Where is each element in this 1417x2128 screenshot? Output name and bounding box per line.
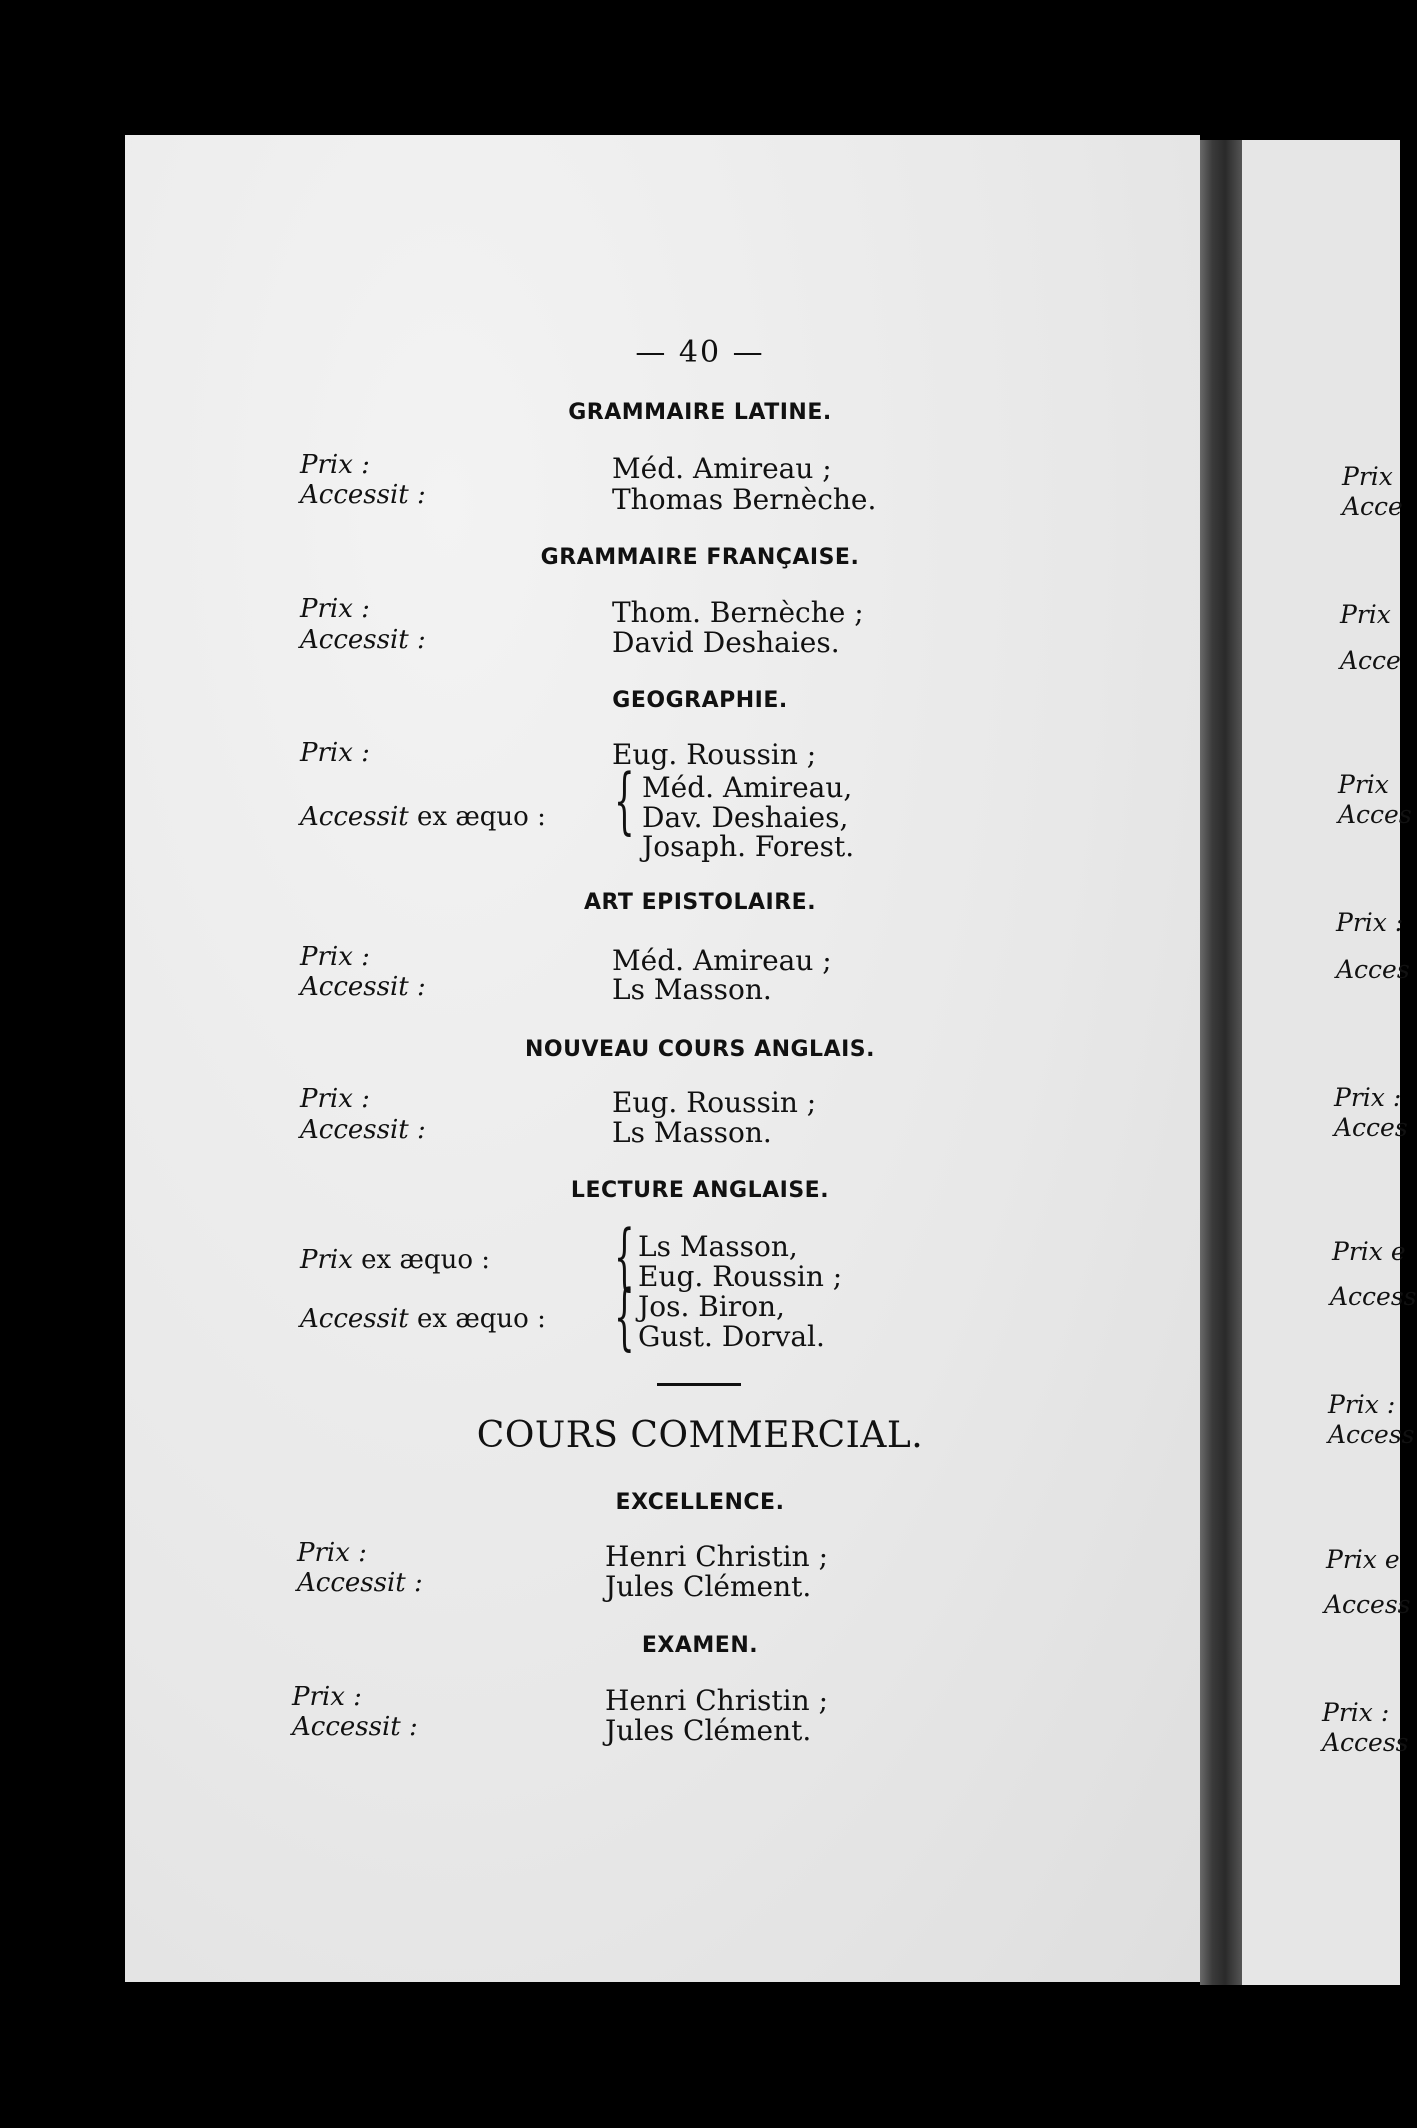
facing-label: Acces (1338, 800, 1412, 829)
section-title-grammaire-latine: GRAMMAIRE LATINE. (568, 400, 832, 425)
accessit-winner: Thomas Bernèche. (612, 483, 877, 516)
prix-winner: Méd. Amireau ; (612, 944, 832, 977)
accessit-word: Accessit (300, 1304, 409, 1334)
divider-rule (657, 1383, 741, 1386)
brace: { (614, 1274, 635, 1358)
accessit-winner: Méd. Amireau, (642, 771, 853, 804)
prix-label (300, 1245, 490, 1275)
accessit-label: Accessit : (300, 480, 426, 510)
facing-label: Prix e (1326, 1545, 1400, 1574)
facing-label: Prix (1338, 770, 1389, 799)
accessit-winner: Gust. Dorval. (638, 1320, 825, 1353)
prix-winner: Eug. Roussin ; (612, 738, 817, 771)
ex-aequo-text: ex æquo : (352, 1245, 490, 1275)
accessit-winner: Jules Clément. (605, 1570, 812, 1603)
facing-label: Prix (1340, 600, 1391, 629)
prix-word: Prix (300, 1245, 353, 1275)
facing-label: Prix : (1328, 1390, 1396, 1419)
prix-winner: Ls Masson, (638, 1230, 798, 1263)
section-title-excellence: EXCELLENCE. (615, 1490, 785, 1515)
prix-label: Prix : (300, 450, 370, 480)
facing-label: Prix : (1336, 908, 1404, 937)
accessit-winner: Dav. Deshaies, (642, 801, 849, 834)
prix-winner: Thom. Bernèche ; (612, 596, 864, 629)
facing-label: Acces (1336, 955, 1410, 984)
accessit-label: Accessit : (300, 1115, 426, 1145)
prix-label: Prix : (292, 1682, 362, 1712)
prix-label: Prix : (300, 942, 370, 972)
facing-label: Prix : (1334, 1083, 1402, 1112)
section-title-nouveau-cours-anglais: NOUVEAU COURS ANGLAIS. (525, 1037, 875, 1062)
section-title-art-epistolaire: ART EPISTOLAIRE. (583, 890, 817, 915)
accessit-winner: Josaph. Forest. (642, 830, 855, 863)
prix-label: Prix : (297, 1538, 367, 1568)
facing-label: Prix : (1322, 1698, 1390, 1727)
prix-label: Prix : (300, 738, 370, 768)
accessit-label: Accessit : (292, 1712, 418, 1742)
accessit-winner: Ls Masson. (612, 973, 772, 1006)
section-title-lecture-anglaise: LECTURE ANGLAISE. (570, 1178, 830, 1203)
facing-label: Acce (1342, 492, 1403, 521)
facing-label: Access (1328, 1420, 1415, 1449)
accessit-label: Accessit : (300, 625, 426, 655)
brace: { (614, 758, 635, 842)
prix-winner: Eug. Roussin ; (612, 1086, 817, 1119)
page-number: — 40 — (635, 335, 765, 370)
accessit-winner: Jos. Biron, (638, 1290, 785, 1323)
section-title-geographie: GEOGRAPHIE. (612, 688, 788, 713)
prix-label: Prix : (300, 594, 370, 624)
accessit-label: Accessit : (300, 972, 426, 1002)
prix-label: Prix : (300, 1084, 370, 1114)
accessit-winner: David Deshaies. (612, 626, 840, 659)
accessit-word: Accessit (300, 802, 409, 832)
brace: { (614, 1214, 635, 1298)
accessit-label (300, 1304, 546, 1334)
facing-label: Prix (1342, 462, 1393, 491)
facing-label: Acces (1334, 1113, 1408, 1142)
accessit-winner: Ls Masson. (612, 1116, 772, 1149)
facing-label: Access (1330, 1282, 1417, 1311)
prix-winner: Eug. Roussin ; (638, 1260, 843, 1293)
facing-label: Acce (1340, 646, 1401, 675)
facing-label: Access (1324, 1590, 1411, 1619)
prix-winner: Henri Christin ; (605, 1540, 829, 1573)
prix-winner: Méd. Amireau ; (612, 452, 832, 485)
ex-aequo-text: ex æquo : (408, 1304, 546, 1334)
section-title-examen: EXAMEN. (641, 1633, 759, 1658)
facing-label: Access (1322, 1728, 1409, 1757)
accessit-label (300, 802, 546, 832)
prix-winner: Henri Christin ; (605, 1684, 829, 1717)
heading-cours-commercial: COURS COMMERCIAL. (476, 1415, 924, 1456)
facing-label: Prix e (1332, 1237, 1406, 1266)
section-title-grammaire-francaise: GRAMMAIRE FRANÇAISE. (540, 545, 860, 570)
accessit-label: Accessit : (297, 1568, 423, 1598)
accessit-winner: Jules Clément. (605, 1714, 812, 1747)
ex-aequo-text: ex æquo : (408, 802, 546, 832)
